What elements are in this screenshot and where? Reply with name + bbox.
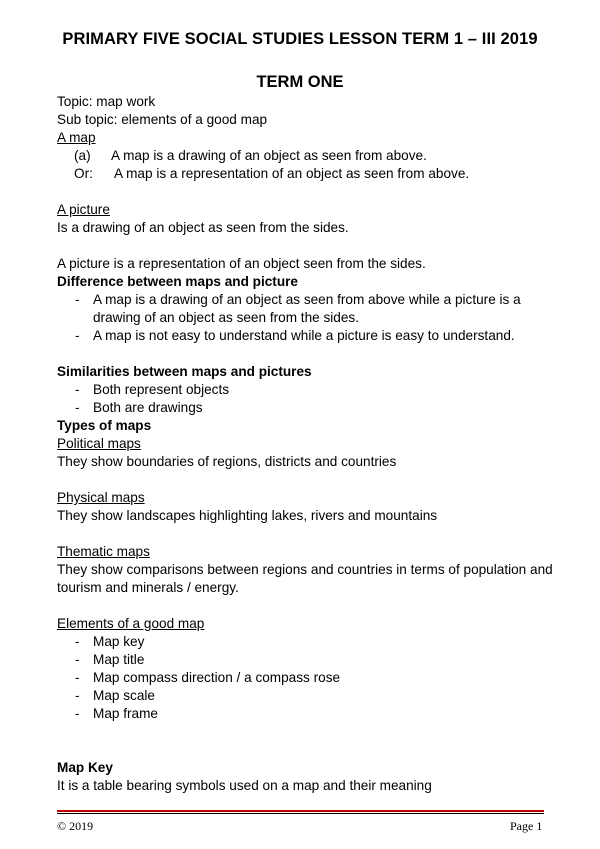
picture-definition-2: A picture is a representation of an object seen from the sides.	[57, 256, 426, 271]
political-heading: Political maps	[57, 436, 141, 451]
list-item: - Both represent objects	[75, 382, 230, 397]
document-title: PRIMARY FIVE SOCIAL STUDIES LESSON TERM 1 – III 2019	[62, 30, 538, 48]
elements-heading: Elements of a good map	[57, 616, 205, 631]
elements-list	[57, 633, 557, 723]
picture-heading: A picture	[57, 202, 110, 217]
list-item: - A map is a drawing of an object as seen from above while a picture is a drawing of an object as seen from the sides.	[75, 292, 521, 325]
document-body	[57, 93, 557, 795]
definition-marker: (a)	[74, 148, 91, 163]
difference-heading: Difference between maps and picture	[57, 274, 298, 289]
map-definition-2	[57, 165, 557, 183]
definition-marker: Or:	[74, 166, 93, 181]
term-heading: TERM ONE	[256, 73, 344, 91]
thematic-text: They show comparisons between regions and countries in terms of population and tourism and minerals / energy.	[57, 562, 553, 595]
definition-text: A map is a representation of an object as seen from above.	[114, 166, 470, 181]
page-number: Page 1	[510, 819, 543, 833]
definition-text: A map is a drawing of an object as seen from above.	[111, 148, 427, 163]
similarities-list	[57, 381, 557, 417]
list-item: - Map key	[75, 634, 145, 649]
subtopic-line: Sub topic: elements of a good map	[57, 112, 268, 127]
types-heading: Types of maps	[57, 418, 152, 433]
mapkey-heading: Map Key	[57, 760, 113, 775]
footer-divider	[57, 810, 544, 812]
list-item: - Both are drawings	[75, 400, 203, 415]
list-item: - Map frame	[75, 706, 158, 721]
mapkey-text: It is a table bearing symbols used on a map and their meaning	[57, 778, 432, 793]
similarities-heading: Similarities between maps and pictures	[57, 364, 312, 379]
topic-line: Topic: map work	[57, 94, 156, 109]
thematic-heading: Thematic maps	[57, 544, 150, 559]
list-item: - Map compass direction / a compass rose	[75, 670, 341, 685]
list-item: - Map scale	[75, 688, 155, 703]
map-heading: A map	[57, 130, 96, 145]
differences-list	[57, 291, 557, 345]
map-definition-1	[57, 147, 557, 165]
list-item: - Map title	[75, 652, 145, 667]
copyright-text: © 2019	[57, 819, 94, 833]
political-text: They show boundaries of regions, districts and countries	[57, 454, 397, 469]
physical-text: They show landscapes highlighting lakes, rivers and mountains	[57, 508, 438, 523]
picture-definition-1: Is a drawing of an object as seen from the sides.	[57, 220, 349, 235]
footer-divider-thin	[57, 813, 544, 814]
physical-heading: Physical maps	[57, 490, 145, 505]
list-item: - A map is not easy to understand while a picture is easy to understand.	[75, 328, 515, 343]
